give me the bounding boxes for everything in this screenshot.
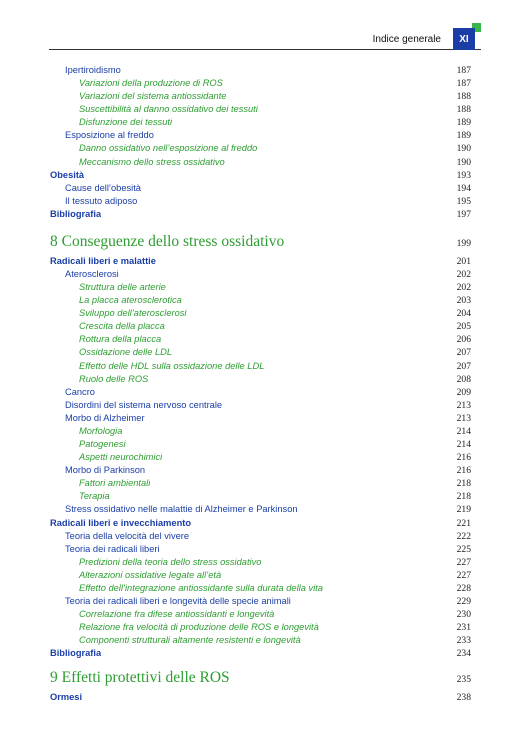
toc-entry-page: 222 — [456, 530, 471, 542]
toc-entry[interactable] — [50, 346, 471, 359]
toc-entry[interactable] — [50, 634, 471, 647]
toc-entry-page: 218 — [456, 478, 471, 490]
toc-entry-page: 202 — [456, 282, 471, 294]
toc-entry[interactable] — [50, 543, 471, 556]
toc-entry-page: 228 — [456, 582, 471, 594]
toc-entry-title: Disordini del sistema nervoso centrale — [65, 399, 223, 410]
toc-entry-page: 229 — [456, 595, 471, 607]
toc-entry-title: Predizioni della teoria dello stress ossidativo — [79, 556, 262, 567]
toc-entry[interactable] — [50, 647, 471, 660]
toc-entry-title: Radicali liberi e malattie — [50, 255, 156, 266]
chapter-page: 199 — [456, 237, 471, 249]
toc-entry-title: Variazioni del sistema antiossidante — [79, 91, 227, 102]
toc-entry[interactable] — [50, 621, 471, 634]
toc-entry-page: 218 — [456, 491, 471, 503]
header-rule — [49, 49, 481, 50]
toc-entry-title: La placca aterosclerotica — [79, 295, 182, 306]
toc-entry[interactable] — [50, 451, 471, 464]
toc-entry-page: 190 — [456, 143, 471, 155]
toc-entry-title: Patogenesi — [79, 439, 126, 450]
toc-entry-title: Bibliografia — [50, 208, 102, 219]
toc-entry-title: Il tessuto adiposo — [65, 195, 138, 206]
toc-entry-title: Meccanismo dello stress ossidativo — [79, 156, 225, 167]
toc-entry[interactable] — [50, 412, 471, 425]
toc-entry[interactable] — [50, 129, 471, 142]
chapter-9-heading[interactable] — [50, 665, 471, 691]
table-of-contents — [50, 64, 471, 704]
toc-entry-title: Suscettibilità al danno ossidativo dei tessuti — [79, 104, 258, 115]
toc-entry[interactable] — [50, 77, 471, 90]
toc-entry-page: 195 — [456, 195, 471, 207]
toc-entry[interactable] — [50, 691, 471, 704]
toc-entry-title: Danno ossidativo nell’esposizione al freddo — [79, 143, 258, 154]
toc-entry-title: Ruolo delle ROS — [79, 373, 149, 384]
toc-entry[interactable] — [50, 373, 471, 386]
toc-entry[interactable] — [50, 608, 471, 621]
toc-entry[interactable] — [50, 103, 471, 116]
toc-entry-title: Disfunzione dei tessuti — [79, 117, 173, 128]
toc-entry-title: Effetto dell’integrazione antiossidante sulla durata della vita — [79, 582, 323, 593]
toc-entry-page: 188 — [456, 91, 471, 103]
toc-entry[interactable] — [50, 182, 471, 195]
toc-entry-title: Relazione fra velocità di produzione delle ROS e longevità — [79, 622, 319, 633]
toc-entry[interactable] — [50, 142, 471, 155]
toc-entry[interactable] — [50, 294, 471, 307]
toc-entry[interactable] — [50, 556, 471, 569]
toc-entry-page: 189 — [456, 117, 471, 129]
toc-entry-title: Teoria dei radicali liberi e longevità delle specie animali — [65, 595, 291, 606]
toc-section-chapter-8 — [50, 255, 471, 660]
toc-entry[interactable] — [50, 438, 471, 451]
toc-entry[interactable] — [50, 208, 471, 221]
toc-entry[interactable] — [50, 169, 471, 182]
toc-entry-page: 205 — [456, 321, 471, 333]
toc-entry-page: 225 — [456, 543, 471, 555]
toc-entry-title: Componenti strutturali altamente resistenti e longevità — [79, 635, 301, 646]
toc-entry-title: Cancro — [65, 386, 95, 397]
toc-entry[interactable] — [50, 255, 471, 268]
toc-entry-page: 209 — [456, 386, 471, 398]
toc-entry-title: Alterazioni ossidative legate all’età — [79, 569, 222, 580]
toc-entry-page: 234 — [456, 648, 471, 660]
toc-entry[interactable] — [50, 268, 471, 281]
toc-entry[interactable] — [50, 64, 471, 77]
toc-entry-page: 190 — [456, 156, 471, 168]
toc-entry-title: Correlazione fra difese antiossidanti e longevità — [79, 609, 275, 620]
toc-entry[interactable] — [50, 517, 471, 530]
toc-entry-page: 230 — [456, 609, 471, 621]
toc-entry-title: Stress ossidativo nelle malattie di Alzheimer e Parkinson — [65, 504, 298, 515]
toc-entry[interactable] — [50, 490, 471, 503]
toc-entry-title: Cause dell’obesità — [65, 182, 141, 193]
toc-entry-title: Crescita della placca — [79, 321, 165, 332]
toc-entry-page: 194 — [456, 182, 471, 194]
toc-entry-page: 203 — [456, 295, 471, 307]
toc-entry-title: Rottura della placca — [79, 334, 162, 345]
chapter-title: 8 Conseguenze dello stress ossidativo — [50, 232, 285, 250]
toc-entry[interactable] — [50, 360, 471, 373]
toc-entry[interactable] — [50, 386, 471, 399]
toc-entry-page: 187 — [456, 65, 471, 76]
toc-entry-title: Effetto delle HDL sulla ossidazione delle LDL — [79, 360, 265, 371]
chapter-page: 235 — [456, 674, 471, 686]
toc-entry-page: 233 — [456, 635, 471, 647]
toc-entry-title: Ossidazione delle LDL — [79, 347, 173, 358]
toc-section-chapter-9 — [50, 691, 471, 704]
toc-entry[interactable] — [50, 464, 471, 477]
toc-entry-page: 221 — [456, 517, 471, 529]
toc-entry-title: Aspetti neurochimici — [79, 452, 163, 463]
toc-entry-page: 204 — [456, 308, 471, 320]
toc-entry-page: 231 — [456, 622, 471, 634]
toc-entry[interactable] — [50, 156, 471, 169]
toc-entry-page: 219 — [456, 504, 471, 516]
toc-entry[interactable] — [50, 195, 471, 208]
toc-entry-title: Morbo di Alzheimer — [65, 412, 145, 423]
toc-entry-page: 238 — [456, 692, 471, 704]
toc-entry[interactable] — [50, 425, 471, 438]
toc-entry[interactable] — [50, 90, 471, 103]
toc-entry-page: 216 — [456, 465, 471, 477]
page-number: XI — [459, 33, 469, 45]
toc-entry-page: 197 — [456, 208, 471, 220]
toc-entry-title: Morbo di Parkinson — [65, 465, 146, 476]
toc-entry-title: Morfologia — [79, 425, 123, 436]
toc-entry-page: 216 — [456, 452, 471, 464]
toc-entry-title: Esposizione al freddo — [65, 130, 154, 141]
toc-entry-page: 213 — [456, 399, 471, 411]
running-header-title: Indice generale — [372, 34, 441, 45]
toc-entry-title: Sviluppo dell’aterosclerosi — [79, 308, 187, 319]
toc-entry-page: 214 — [456, 439, 471, 451]
toc-entry-page: 208 — [456, 373, 471, 385]
chapter-title: 9 Effetti protettivi delle ROS — [50, 669, 230, 687]
toc-entry-page: 187 — [456, 78, 471, 90]
page-header — [0, 0, 527, 60]
toc-entry[interactable] — [50, 595, 471, 608]
toc-entry-page: 188 — [456, 104, 471, 116]
toc-entry-page: 207 — [456, 360, 471, 372]
toc-entry[interactable] — [50, 116, 471, 129]
toc-entry[interactable] — [50, 399, 471, 412]
page-number-badge — [453, 28, 475, 50]
toc-entry[interactable] — [50, 530, 471, 543]
toc-entry-title: Ipertiroidismo — [65, 65, 121, 75]
toc-entry-title: Teoria dei radicali liberi — [65, 543, 160, 554]
toc-entry-title: Teoria della velocità del vivere — [65, 530, 190, 541]
toc-entry-page: 207 — [456, 347, 471, 359]
toc-entry-page: 227 — [456, 556, 471, 568]
toc-entry-title: Radicali liberi e invecchiamento — [50, 517, 192, 528]
toc-entry-page: 189 — [456, 130, 471, 142]
toc-entry[interactable] — [50, 477, 471, 490]
toc-entry-title: Fattori ambientali — [79, 478, 151, 489]
toc-entry-title: Terapia — [79, 491, 110, 502]
toc-entry-title: Aterosclerosi — [65, 269, 119, 280]
toc-entry-page: 201 — [456, 255, 471, 267]
toc-entry[interactable] — [50, 333, 471, 346]
toc-entry-title: Bibliografia — [50, 648, 102, 659]
toc-entry-page: 213 — [456, 412, 471, 424]
toc-entry-page: 193 — [456, 169, 471, 181]
toc-entry[interactable] — [50, 503, 471, 516]
toc-section-top — [50, 64, 471, 221]
toc-entry[interactable] — [50, 281, 471, 294]
toc-entry-title: Ormesi — [50, 692, 83, 703]
chapter-8-heading[interactable] — [50, 228, 471, 255]
toc-entry-title: Obesità — [50, 169, 85, 180]
toc-entry-title: Variazioni della produzione di ROS — [79, 78, 223, 89]
toc-entry[interactable] — [50, 320, 471, 333]
toc-entry-page: 227 — [456, 569, 471, 581]
toc-entry-title: Struttura delle arterie — [79, 282, 166, 293]
toc-entry-page: 206 — [456, 334, 471, 346]
toc-entry[interactable] — [50, 582, 471, 595]
toc-entry-page: 214 — [456, 425, 471, 437]
toc-entry[interactable] — [50, 307, 471, 320]
toc-entry-page: 202 — [456, 269, 471, 281]
toc-entry[interactable] — [50, 569, 471, 582]
